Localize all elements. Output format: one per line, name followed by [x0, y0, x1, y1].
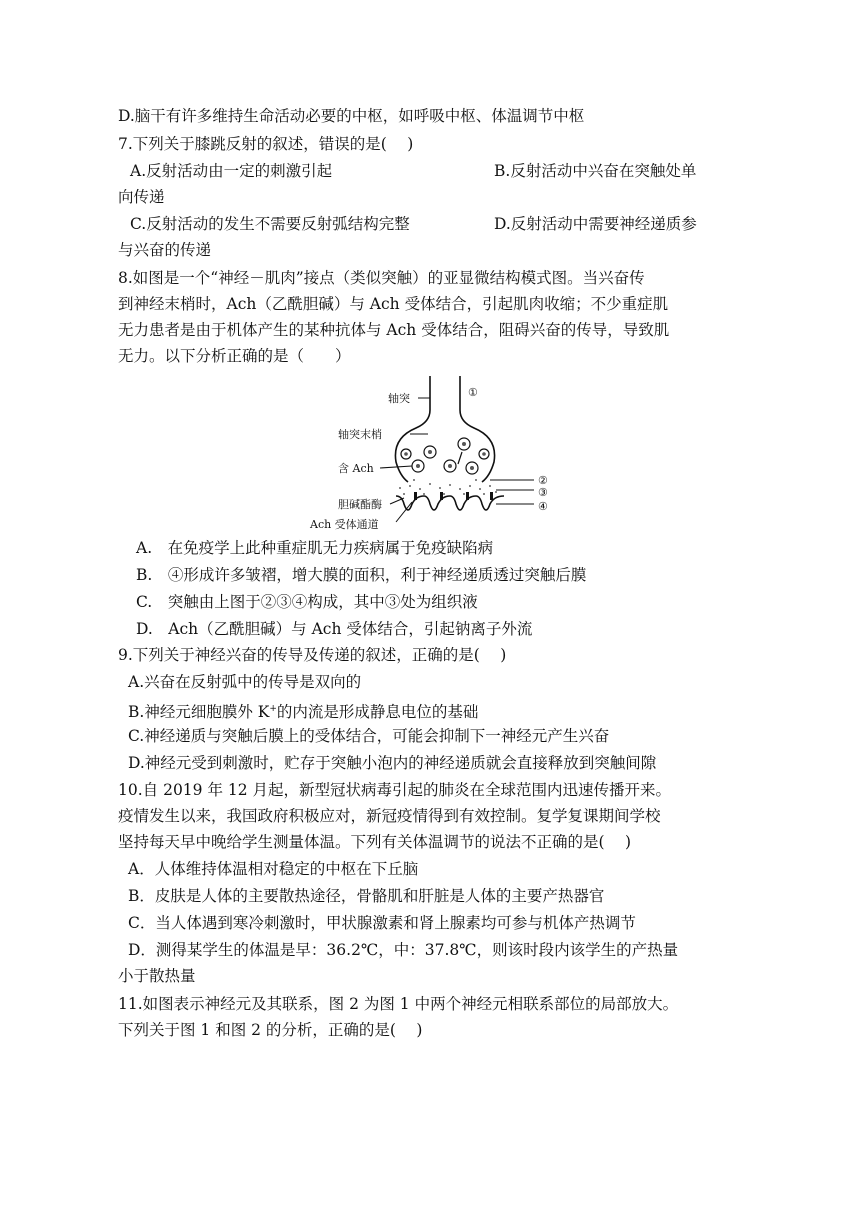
q10-stem-3: 坚持每天早中晚给学生测量体温。下列有关体温调节的说法不正确的是( ): [118, 833, 632, 851]
label-1: ①: [468, 386, 478, 399]
q8-option-d: D. Ach（乙酰胆碱）与 Ach 受体结合，引起钠离子外流: [136, 620, 533, 638]
q10-option-c: C．当人体遇到寒冷刺激时，甲状腺激素和肾上腺素均可参与机体产热调节: [128, 914, 636, 932]
label-ach: 含 Ach: [338, 462, 374, 475]
q9-option-c: C.神经递质与突触后膜上的受体结合，可能会抑制下一神经元产生兴奋: [128, 727, 610, 745]
q10-option-d: D．测得某学生的体温是早：36.2℃，中：37.8℃，则该时段内该学生的产热量: [128, 941, 679, 959]
q9-option-a: A.兴奋在反射弧中的传导是双向的: [128, 673, 362, 691]
q10-stem-1: 10.自 2019 年 12 月起，新型冠状病毒引起的肺炎在全球范围内迅速传播开来。: [118, 781, 672, 799]
q8-stem-4: 无力。以下分析正确的是（ ）: [118, 347, 351, 365]
q11-stem-1: 11.如图表示神经元及其联系，图 2 为图 1 中两个神经元相联系部位的局部放大。: [118, 995, 679, 1013]
q10-stem-2: 疫情发生以来，我国政府积极应对，新冠疫情得到有效控制。复学复课期间学校: [118, 807, 661, 825]
q10-option-a: A．人体维持体温相对稳定的中枢在下丘脑: [128, 860, 419, 878]
q8-stem-2: 到神经末梢时，Ach（乙酰胆碱）与 Ach 受体结合，引起肌肉收缩；不少重症肌: [118, 295, 669, 313]
q7-stem: 7.下列关于膝跳反射的叙述，错误的是( ): [118, 135, 414, 153]
q8-option-c: C. 突触由上图于②③④构成，其中③处为组织液: [136, 593, 478, 611]
q8-stem-3: 无力患者是由于机体产生的某种抗体与 Ach 受体结合，阻碍兴奋的传导，导致肌: [118, 321, 670, 339]
q9-stem: 9.下列关于神经兴奋的传导及传递的叙述，正确的是( ): [118, 646, 507, 664]
q9-option-b: B.神经元细胞膜外 K+的内流是形成静息电位的基础: [128, 703, 479, 722]
q7-option-d: D.反射活动中需要神经递质参: [494, 215, 697, 233]
release-arrow: [458, 452, 462, 464]
synapse-diagram: [300, 370, 560, 530]
q8-stem-1: 8.如图是一个“神经－肌肉”接点（类似突触）的亚显微结构模式图。当兴奋传: [118, 269, 645, 287]
label-cholinesterase: 胆碱酯酶: [338, 498, 382, 511]
label-receptor-channel: Ach 受体通道: [310, 518, 379, 530]
vesicles: [401, 438, 489, 474]
q7-option-b-cont: 向传递: [118, 188, 165, 206]
q8-option-a: A. 在免疫学上此种重症肌无力疾病属于免疫缺陷病: [136, 539, 494, 557]
q7-option-d-cont: 与兴奋的传递: [118, 241, 212, 259]
label-2: ②: [538, 474, 548, 487]
q9-option-d: D.神经元受到刺激时，贮存于突触小泡内的神经递质就会直接释放到突触间隙: [128, 754, 657, 772]
q11-stem-2: 下列关于图 1 和图 2 的分析，正确的是( ): [118, 1021, 423, 1039]
label-axon: 轴突: [388, 392, 410, 405]
q7-option-b: B.反射活动中兴奋在突触处单: [494, 162, 697, 180]
q10-option-d-cont: 小于散热量: [118, 967, 196, 985]
postsynaptic-membrane: [396, 496, 504, 510]
q10-option-b: B．皮肤是人体的主要散热途径，骨骼肌和肝脏是人体的主要产热器官: [128, 887, 605, 905]
q6-option-d: D.脑干有许多维持生命活动必要的中枢，如呼吸中枢、体温调节中枢: [118, 107, 585, 125]
q7-option-c: C.反射活动的发生不需要反射弧结构完整 D.反射活动中需要神经递质参: [130, 215, 697, 233]
label-3: ③: [538, 486, 548, 499]
q8-option-b: B. ④形成许多皱褶，增大膜的面积，利于神经递质透过突触后膜: [136, 566, 587, 584]
label-4: ④: [538, 500, 548, 513]
label-axon-terminal: 轴突末梢: [338, 428, 382, 441]
q7-option-a: A.反射活动由一定的刺激引起 B.反射活动中兴奋在突触处单: [130, 162, 697, 180]
